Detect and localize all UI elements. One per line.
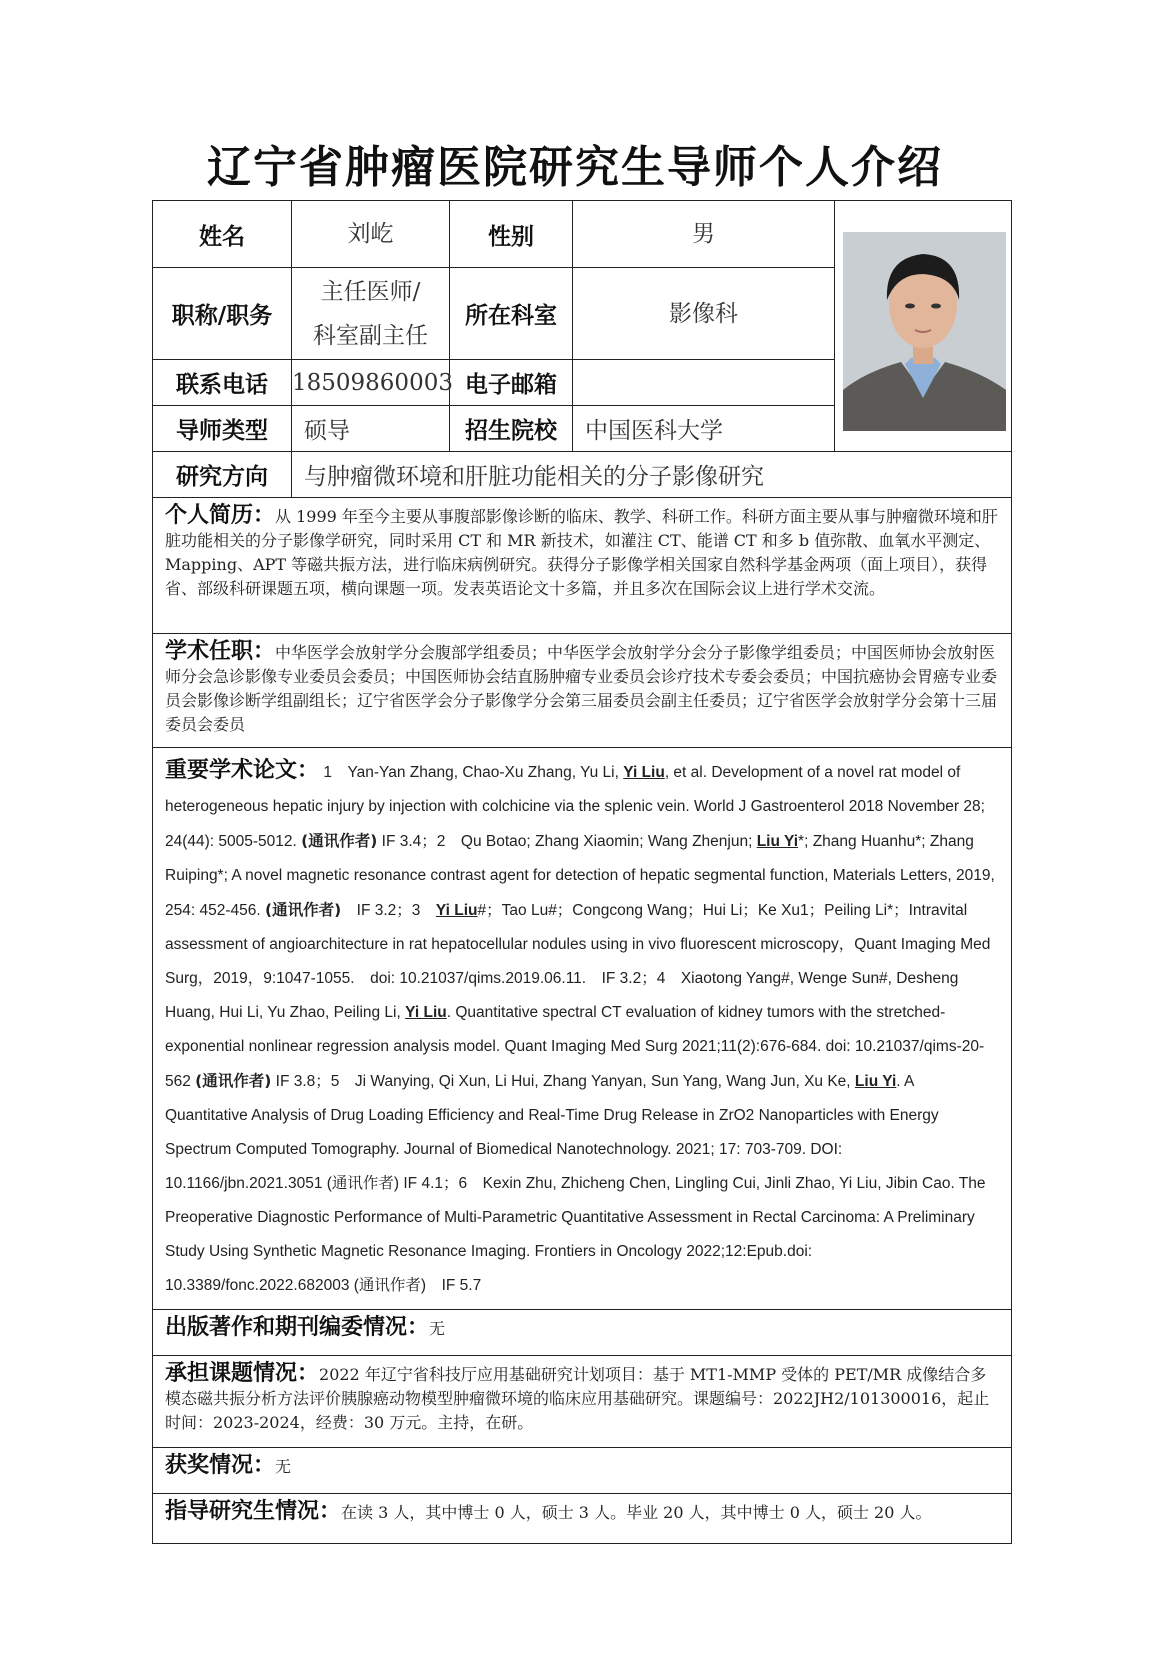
value-title-line2: 科室副主任 xyxy=(313,322,428,349)
paper-text: IF 3.2；3 xyxy=(341,902,436,919)
paper-text: . Quantitative spectral CT evaluation of kidney tumors with the stretched-exponential nonlinear regression analysis model. Quant Imaging Med Surg 2021;11(2):676-684. doi: 10.21037/qims-20-562 xyxy=(165,1004,985,1090)
author-highlight: Yi Liu xyxy=(623,764,665,781)
section-papers xyxy=(153,748,1012,1310)
projects-heading: 承担课题情况： xyxy=(165,1361,320,1386)
author-highlight: Yi Liu xyxy=(405,1004,447,1021)
page-title: 辽宁省肿瘤医院研究生导师个人介绍 xyxy=(207,142,943,193)
portrait-photo xyxy=(835,201,1012,452)
section-awards xyxy=(153,1448,1012,1494)
label-name: 姓名 xyxy=(153,201,292,268)
students-heading: 指导研究生情况： xyxy=(165,1499,342,1524)
label-research: 研究方向 xyxy=(153,452,292,498)
section-publications xyxy=(153,1310,1012,1356)
academic-posts-heading: 学术任职： xyxy=(165,639,276,664)
value-email xyxy=(573,360,835,406)
value-phone: 18509860003 xyxy=(292,360,450,406)
profile-heading: 个人简历： xyxy=(165,503,276,528)
author-highlight: Liu Yi xyxy=(756,833,799,850)
paper-text: *; Zhang Huanhu*; Zhang Ruiping*; A novel magnetic resonance contrast agent for detection of hepatic segmental function, Materials Letters, 2019, 254: 452-456. xyxy=(165,833,995,919)
section-students xyxy=(153,1494,1012,1544)
value-department: 影像科 xyxy=(573,268,835,360)
paper-text: IF 3.4；2 Qu Botao; Zhang Xiaomin; Wang Zhenjun; xyxy=(377,833,757,850)
value-title-line1: 主任医师/ xyxy=(320,278,421,305)
label-gender: 性别 xyxy=(450,201,573,268)
awards-text: 无 xyxy=(275,1457,292,1476)
label-title-position: 职称/职务 xyxy=(153,268,292,360)
publications-text: 无 xyxy=(429,1319,446,1338)
paper-text: 1 Yan-Yan Zhang, Chao-Xu Zhang, Yu Li, xyxy=(319,764,624,781)
label-email: 电子邮箱 xyxy=(450,360,573,406)
label-phone: 联系电话 xyxy=(153,360,292,406)
section-academic-posts xyxy=(153,634,1012,748)
paper-text: IF 3.8；5 Ji Wanying, Qi Xun, Li Hui, Zhang Yanyan, Sun Yang, Wang Jun, Xu Ke, xyxy=(271,1073,855,1090)
value-gender: 男 xyxy=(573,201,835,268)
profile-text: 从 1999 年至今主要从事腹部影像诊断的临床、教学、科研工作。科研方面主要从事与肿瘤微环境和肝脏功能相关的分子影像学研究，同时采用 CT 和 MR 新技术，如灌注 CT、能谱 CT 和多 b 值弥散、血氧水平测定、Mapping、APT 等磁共振方法，进行临床病例研究。获得分子影像学相关国家自然科学基金两项（面上项目），获得省、部级科研课题五项，横向课题一项。发表英语论文十多篇，并且多次在国际会议上进行学术交流。 xyxy=(165,507,998,598)
author-highlight: Yi Liu xyxy=(435,902,478,919)
section-profile xyxy=(153,498,1012,634)
paper-text: #；Tao Lu#；Congcong Wang；Hui Li；Ke Xu1；Peiling Li*；Intravital assessment of angioarchitecture in rat hepatocellular nodules using in vivo fluorescent microscopy，Quant Imaging Med Surg，2019，9:1047-1055. doi: 10.21037/qims.2019.06.11. IF 3.2；4 Xiaotong Yang#, Wenge Sun#, Desheng Huang, Hui Li, Yu Zhao, Peiling Li, xyxy=(165,902,991,1021)
corresponding-author-tag: (通讯作者) xyxy=(264,901,342,919)
academic-posts-text: 中华医学会放射学分会腹部学组委员；中华医学会放射学分会分子影像学组委员；中国医师协会放射医师分会急诊影像专业委员会委员；中国医师协会结直肠肿瘤专业委员会诊疗技术专委会委员；中国抗癌协会胃癌专业委员会影像诊断学组副组长；辽宁省医学会分子影像学分会第三届委员会副主任委员；辽宁省医学会放射学分会第十三届委员会委员 xyxy=(165,643,998,734)
projects-text: 2022 年辽宁省科技厅应用基础研究计划项目：基于 MT1-MMP 受体的 PET/MR 成像结合多模态磁共振分析方法评价胰腺癌动物模型肿瘤微环境的临床应用基础研究。课题编号：2022JH2/101300016，起止时间：2023-2024，经费：30 万元。主持，在研。 xyxy=(165,1365,990,1432)
value-name: 刘屹 xyxy=(292,201,450,268)
awards-heading: 获奖情况： xyxy=(165,1453,276,1478)
value-supervisor-type: 硕导 xyxy=(292,406,450,452)
value-title-position xyxy=(292,268,450,360)
section-projects xyxy=(153,1356,1012,1448)
profile-table xyxy=(152,200,1012,1544)
corresponding-author-tag: (通讯作者) xyxy=(301,832,378,850)
publications-heading: 出版著作和期刊编委情况： xyxy=(165,1315,430,1340)
label-supervisor-type: 导师类型 xyxy=(153,406,292,452)
label-school: 招生院校 xyxy=(450,406,573,452)
papers-heading: 重要学术论文： xyxy=(165,758,320,783)
portrait-icon xyxy=(835,222,1012,431)
label-department: 所在科室 xyxy=(450,268,573,360)
paper-text: , et al. Development of a novel rat model of heterogeneous hepatic injury by injection with colchicine via the splenic vein. World J Gastroenterol 2018 November 28; 24(44): 5005-5012. xyxy=(165,764,985,850)
author-highlight: Liu Yi xyxy=(854,1073,897,1090)
value-school: 中国医科大学 xyxy=(573,406,835,452)
corresponding-author-tag: (通讯作者) xyxy=(195,1072,272,1090)
value-research: 与肿瘤微环境和肝脏功能相关的分子影像研究 xyxy=(292,452,1012,498)
paper-text: . A Quantitative Analysis of Drug Loading Efficiency and Real-Time Drug Release in ZrO2 Nanoparticles with Energy Spectrum Computed Tomography. Journal of Biomedical Nanotechnology. 2021; 17: 703-709. DOI: 10.1166/jbn.2021.3051 (通讯作者) IF 4.1；6 Kexin Zhu, Zhicheng Chen, Lingling Cui, Jinli Zhao, Yi Liu, Jibin Cao. The Preoperative Diagnostic Performance of Multi-Parametric Quantitative Assessment in Rectal Carcinoma: A Preliminary Study Using Synthetic Magnetic Resonance Imaging. Frontiers in Oncology 2022;12:Epub.doi: 10.3389/fonc.2022.682003 (通讯作者) IF 5.7 xyxy=(165,1073,986,1294)
students-text: 在读 3 人，其中博士 0 人，硕士 3 人。毕业 20 人，其中博士 0 人，硕士 20 人。 xyxy=(341,1503,932,1522)
